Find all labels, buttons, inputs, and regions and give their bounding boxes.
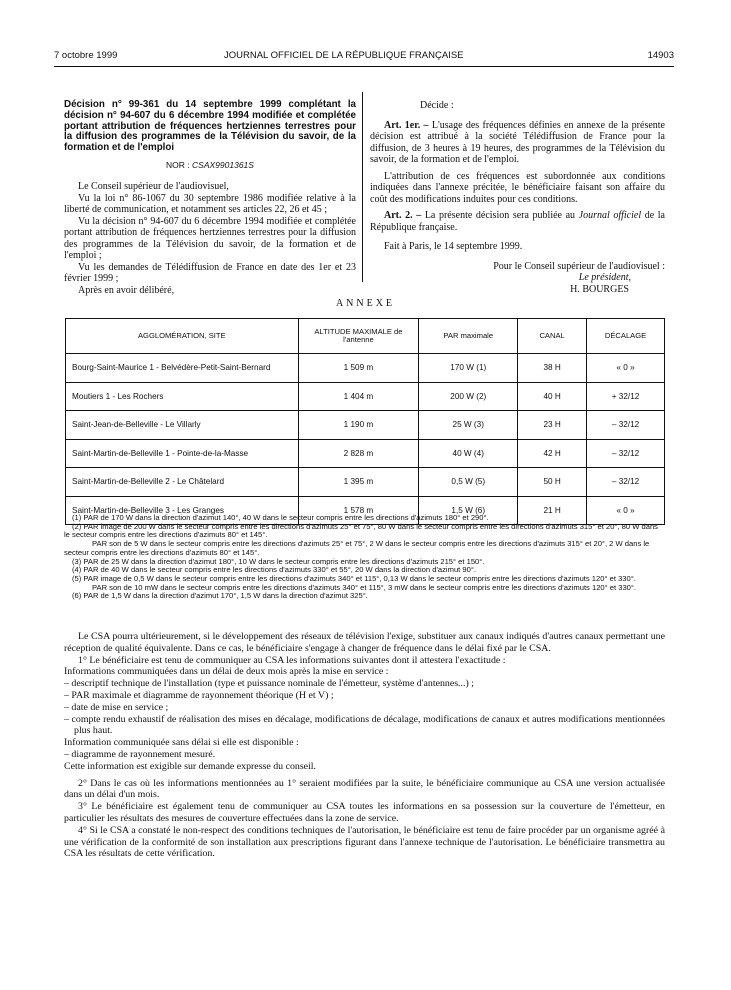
cell-site: Bourg-Saint-Maurice 1 - Belvédère-Petit-Saint-Bernard [66,354,299,383]
cell-altitude: 1 578 m [298,496,419,525]
cell-decalage: – 32/12 [587,468,665,497]
altitude-header-text: ALTITUDE MAXIMALE de l'antenne [314,326,403,344]
article-2-text: La présente décision sera publiée au [421,210,579,221]
table-notes [64,514,664,601]
cell-par: 25 W (3) [419,411,518,440]
cell-site: Moutiers 1 - Les Rochers [66,382,299,411]
fait-a-paris: Fait à Paris, le 14 septembre 1999. [384,241,523,252]
table-row [66,354,665,383]
footnote: (2) PAR image de 200 W dans le secteur compris entre les directions d'azimuts 25° et 75°, 80 W dans le secteur compris entre les directions d'azimuts 315° et 20°, 80 W dans le secteur compris entre les directions d'azimuts 80° et 145°. [64,521,658,540]
body-paragraph: – compte rendu exhaustif de réalisation des mises en décalage, modifications de décalage, modifications de canaux et autres modifications mentionnées plus haut. [64,713,665,737]
preamble-conseil: Le Conseil supérieur de l'audiovisuel, [78,181,229,193]
cell-decalage: + 32/12 [587,382,665,411]
footnote: (1) PAR de 170 W dans la direction d'azimut 140°, 40 W dans le secteur compris entre les directions d'azimuts 180° et 290°. [72,513,489,522]
body-paragraph: 1° Le bénéficiaire est tenu de communiquer au CSA les informations suivantes dont il attestera l'exactitude : [78,654,506,666]
preamble-delibere: Après en avoir délibéré, [78,284,175,296]
col-header-site: AGGLOMÉRATION, SITE [66,319,299,354]
table-row [66,439,665,468]
body-paragraph: – date de mise en service ; [64,701,169,713]
cell-canal: 21 H [518,496,587,525]
article-1-label: Art. 1er. – [384,119,429,131]
table-row [66,411,665,440]
cell-canal: 42 H [518,439,587,468]
cell-altitude: 1 404 m [298,382,419,411]
body-paragraph: 3° Le bénéficiaire est également tenu de communiquer au CSA toutes les informations en sa possession sur la couverture de l'émetteur, en particulier les résultats des mesures de couverture effectuées dans la zone de service. [64,801,665,824]
article-1-paragraph-2: L'attribution de ces fréquences est subordonnée aux conditions indiquées dans l'annexe précitée, le bénéficiaire faisant son affaire du coût des modifications induites pour ces conditions. [370,170,665,205]
body-paragraph: Information communiquée sans délai si elle est disponible : [64,737,299,749]
cell-altitude: 2 828 m [298,439,419,468]
cell-par: 200 W (2) [419,382,518,411]
nor-code: CSAX9901361S [192,159,254,170]
journal-officiel-italic: Journal officiel [578,210,642,221]
annexe-table [65,318,665,525]
article-1 [370,120,665,166]
footnote: (3) PAR de 25 W dans la direction d'azimut 180°, 10 W dans le secteur compris entre les directions d'azimuts 215° et 150°. [72,556,485,566]
cell-par: 170 W (1) [419,354,518,383]
cell-decalage: « 0 » [587,354,665,383]
decision-title: Décision n° 99-361 du 14 septembre 1999 complétant la décision n° 94-607 du 6 décembre 1994 modifiée et complétée portant attribution de fréquences hertziennes terrestres pour la diffusion des programmes de la Télévision du savoir, de la formation et de l'emploi [64,99,356,154]
header-date: 7 octobre 1999 [54,50,118,61]
nor-label: NOR : [166,159,193,170]
signature-role [370,272,665,284]
col-header-decalage: DÉCALAGE [587,319,665,354]
header-page-number: 14903 [647,50,674,61]
footnote: (4) PAR de 40 W dans le secteur compris entre les directions d'azimuts 330° et 55°, 20 W dans la direction d'azimut 90°. [72,565,476,575]
conditions-text [64,631,665,860]
table-row [66,468,665,497]
cell-par: 40 W (4) [419,439,518,468]
body-paragraph: – descriptif technique de l'installation (type et puissance nominale de l'émetteur, système d'antennes...) ; [64,678,474,690]
cell-altitude: 1 395 m [298,468,419,497]
cell-canal: 23 H [518,411,587,440]
body-paragraph: Informations communiquées dans un délai de deux mois après la mise en service : [64,666,389,678]
column-separator [362,92,363,282]
article-2-text-end: de la République française. [370,210,665,233]
annexe-title: ANNEXE [335,298,396,309]
cell-altitude: 1 190 m [298,411,419,440]
signature-name: H. BOURGES [570,283,629,295]
right-column [370,100,665,295]
cell-site: Saint-Jean-de-Belleville - Le Villarly [66,411,299,440]
footnote: (5) PAR image de 0,5 W dans le secteur compris entre les directions d'azimuts 340° et 115°, 0,13 W dans le secteur compris entre les directions d'azimuts 120° et 330°. [72,573,636,583]
page-header [54,50,674,64]
cell-decalage: – 32/12 [587,439,665,468]
footnote: PAR son de 5 W dans le secteur compris entre les directions d'azimuts 25° et 75°, 2 W dans le secteur compris entre les directions d'azimuts 315° et 20°, 2 W dans le secteur compris entre les directions d'azimuts 80° et 145°. [64,539,650,557]
body-paragraph: 2° Dans le cas où les informations mentionnées au 1° seraient modifiées par la suite, le bénéficiaire communique au CSA une version actualisée dans un délai d'un mois. [64,777,665,801]
cell-par: 1,5 W (6) [419,496,518,525]
body-paragraph: Cette information est exigible sur demande expresse du conseil. [64,760,317,772]
article-1-text: L'usage des fréquences définies en annexe de la présente décision est attribué à la société Télédiffusion de France pour la diffusion, de 3 heures à 19 heures, des programmes de la Télévision du savoir, de la formation et de l'emploi. [370,119,665,165]
nor-reference [64,160,356,172]
preamble-loi: Vu la loi n° 86-1067 du 30 septembre 1986 modifiée relative à la liberté de communication, et notamment ses articles 22, 26 et 45 ; [64,192,356,216]
cell-canal: 40 H [518,382,587,411]
left-column [64,100,356,296]
table-header-row [66,319,665,354]
cell-canal: 38 H [518,354,587,383]
president-title: Le président, [578,272,631,283]
table-row [66,382,665,411]
cell-decalage: – 32/12 [587,411,665,440]
col-header-par [419,319,518,354]
cell-site: Saint-Martin-de-Belleville 2 - Le Châtelard [66,468,299,497]
footnote: PAR son de 10 mW dans le secteur compris entre les directions d'azimuts 340° et 115°, 3 mW dans le secteur compris entre les directions d'azimuts 120° et 330°. [92,582,637,592]
decide-heading: Décide : [420,100,454,111]
par-header-text: PAR maximale [443,330,494,340]
cell-site: Saint-Martin-de-Belleville 1 - Pointe-de-la-Masse [66,439,299,468]
col-header-canal: CANAL [518,319,587,354]
preamble-decision: Vu la décision n° 94-607 du 6 décembre 1994 modifiée et complétée portant attribution de fréquences hertziennes terrestres pour la diffusion des programmes de la Télévision du savoir, de la formation et de l'emploi ; [64,215,356,262]
body-paragraph: Le CSA pourra ultérieurement, si le développement des réseaux de télévision l'exige, substituer aux canaux indiqués d'autres canaux permettant une réception de qualité équivalente. Dans ce cas, le bénéficiaire s'engage à changer de fréquence dans le délai fixé par le CSA. [64,631,665,654]
article-2-label: Art. 2. – [384,210,422,221]
preamble-demandes: Vu les demandes de Télédiffusion de France en date des 1er et 23 février 1999 ; [64,261,356,285]
header-rule [54,66,674,67]
cell-decalage: « 0 » [587,496,665,525]
header-journal: JOURNAL OFFICIEL DE LA RÉPUBLIQUE FRANÇAISE [224,50,464,61]
body-paragraph: – diagramme de rayonnement mesuré. [64,748,216,760]
cell-canal: 50 H [518,468,587,497]
col-header-altitude [298,319,419,354]
body-paragraph: – PAR maximale et diagramme de rayonnement théorique (H et V) ; [64,689,334,701]
body-paragraph: 4° Si le CSA a constaté le non-respect des conditions techniques de l'autorisation, le bénéficiaire est tenu de faire procéder par un organisme agréé à une vérification de la conformité de son installation aux prescriptions figurant dans l'annexe technique de l'autorisation. Le bénéficiaire transmettra au CSA les résultats de cette vérification. [64,824,665,860]
article-2 [370,210,665,233]
cell-site: Saint-Martin-de-Belleville 3 - Les Granges [66,496,299,525]
signature-pour: Pour le Conseil supérieur de l'audiovisuel : [493,260,665,272]
footnote: (6) PAR de 1,5 W dans la direction d'azimut 170°, 1,5 W dans la direction d'azimut 325°. [72,591,368,601]
cell-altitude: 1 509 m [298,354,419,383]
cell-par: 0,5 W (5) [419,468,518,497]
